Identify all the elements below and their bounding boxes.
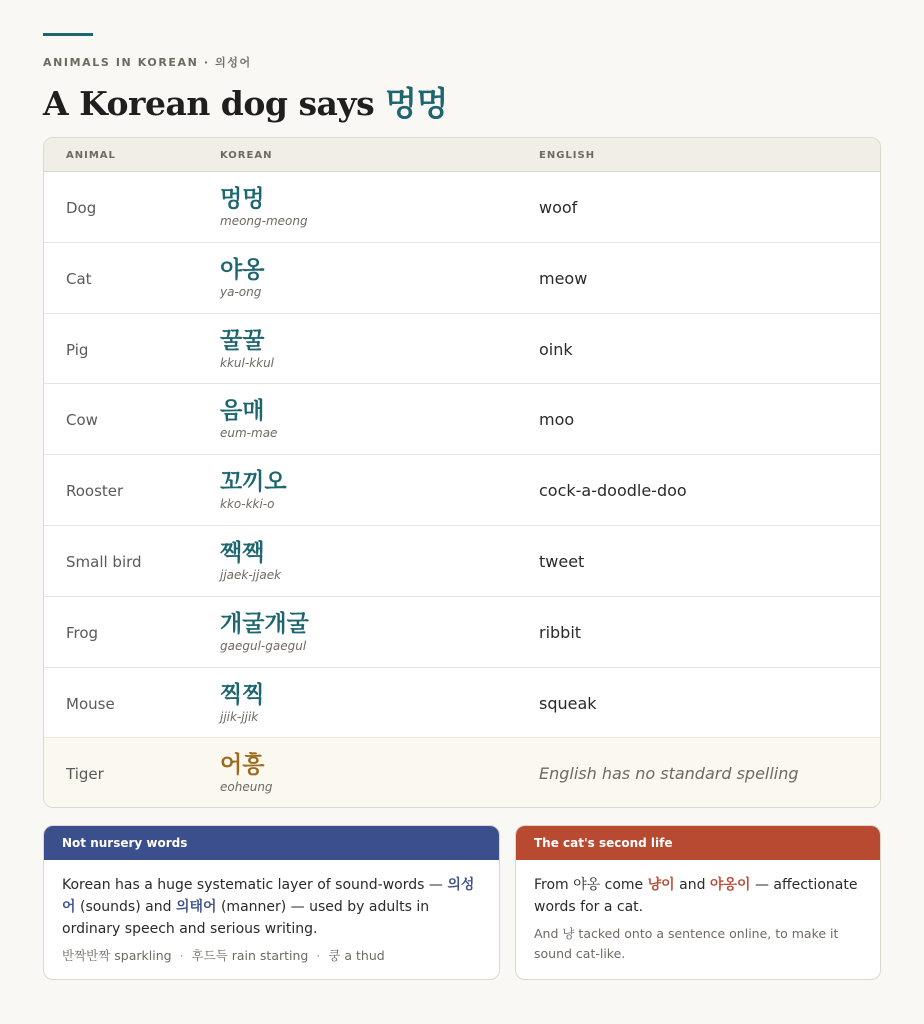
romanization-text: eum-mae	[220, 426, 278, 441]
column-header-animal: ANIMAL	[66, 150, 116, 161]
eyebrow-label: ANIMALS IN KOREAN · 의성어	[43, 56, 252, 69]
highlight-term: 냥이	[647, 877, 675, 893]
english-cell: squeak	[539, 693, 597, 713]
body-text: (sounds) and	[75, 899, 176, 915]
example-item: 반짝반짝 sparkling	[62, 948, 172, 963]
korean-cell	[220, 468, 287, 511]
english-cell: moo	[539, 410, 575, 430]
hangul-text: 야옹	[220, 256, 265, 283]
hangul-text: 어흥	[220, 752, 265, 779]
romanization-text: jjik-jjik	[220, 709, 259, 724]
separator-dot: ·	[179, 948, 184, 963]
english-cell: woof	[539, 198, 578, 217]
animal-cell: Mouse	[66, 694, 115, 713]
table-row	[44, 455, 880, 526]
english-cell: oink	[539, 339, 573, 359]
korean-cell	[220, 751, 273, 794]
example-item: 쿵 a thud	[328, 948, 385, 963]
table-row	[44, 384, 880, 455]
korean-cell	[220, 397, 277, 440]
romanization-text: gaegul-gaegul	[220, 638, 307, 653]
english-cell: cock-a-doodle-doo	[539, 481, 687, 501]
korean-cell	[220, 681, 264, 724]
example-item: 후드득 rain starting	[191, 948, 309, 963]
hangul-text: 꼬끼오	[220, 469, 287, 496]
body-text: From 야옹 come	[534, 877, 648, 893]
column-header-korean: KOREAN	[220, 150, 273, 161]
animal-cell: Frog	[66, 623, 99, 642]
english-cell: meow	[539, 268, 588, 288]
card-heading: Not nursery words	[44, 826, 499, 860]
romanization-text: kkul-kkul	[220, 355, 275, 370]
korean-cell	[220, 327, 274, 370]
accent-rule	[43, 33, 93, 36]
body-text: (manner) — used by adults in ordinary speech and serious writing.	[62, 899, 430, 937]
hangul-text: 찍찍	[220, 681, 265, 708]
hangul-text: 음매	[220, 398, 265, 425]
romanization-text: meong-meong	[220, 214, 308, 228]
animal-cell: Small bird	[66, 552, 142, 571]
english-cell: ribbit	[539, 622, 582, 642]
animal-cell: Tiger	[66, 765, 104, 784]
table-row	[44, 314, 880, 385]
table-header	[44, 138, 880, 172]
hangul-text: 멍멍	[220, 186, 265, 212]
sound-words-table	[43, 137, 881, 808]
english-cell: tweet	[539, 551, 585, 571]
animal-cell: Dog	[66, 199, 97, 217]
info-card-cat	[515, 825, 881, 980]
table-row	[44, 243, 880, 314]
animal-cell: Rooster	[66, 482, 124, 501]
body-text: — affectionate words for a cat.	[534, 877, 858, 915]
card-heading: The cat's second life	[516, 826, 880, 860]
card-body	[44, 860, 499, 940]
animal-cell: Cow	[66, 411, 98, 430]
body-text: Korean has a huge systematic layer of sound-words —	[62, 877, 448, 893]
page-title	[43, 78, 448, 125]
examples-line	[44, 940, 499, 966]
column-header-english: ENGLISH	[539, 150, 596, 161]
highlight-term: 의성어	[62, 877, 475, 915]
title-text: A Korean dog says	[43, 84, 386, 123]
korean-cell	[220, 256, 264, 299]
highlight-term: 의태어	[175, 899, 217, 915]
table-row	[44, 526, 880, 597]
korean-cell	[220, 610, 309, 653]
romanization-text: ya-ong	[220, 284, 262, 299]
romanization-text: kko-kki-o	[220, 497, 275, 512]
card-note: And 냥 tacked onto a sentence online, to make it sound cat-like.	[534, 926, 839, 961]
card-body	[516, 860, 880, 918]
korean-cell	[220, 185, 308, 228]
title-korean: 멍멍	[385, 84, 448, 123]
table-row	[44, 172, 880, 243]
info-card-nursery	[43, 825, 500, 980]
hangul-text: 꿀꿀	[220, 327, 265, 354]
hangul-text: 짹짹	[220, 539, 265, 566]
table-row-highlighted	[44, 738, 880, 808]
table-row	[44, 597, 880, 668]
korean-cell	[220, 539, 281, 582]
animal-cell: Pig	[66, 340, 89, 359]
animal-cell: Cat	[66, 269, 92, 288]
highlight-term: 야옹이	[709, 877, 751, 893]
hangul-text: 개굴개굴	[220, 610, 309, 637]
romanization-text: eoheung	[220, 780, 273, 795]
separator-dot: ·	[316, 948, 321, 963]
romanization-text: jjaek-jjaek	[220, 567, 282, 582]
table-row	[44, 668, 880, 739]
english-cell: English has no standard spelling	[539, 764, 799, 784]
body-text: and	[674, 877, 710, 893]
